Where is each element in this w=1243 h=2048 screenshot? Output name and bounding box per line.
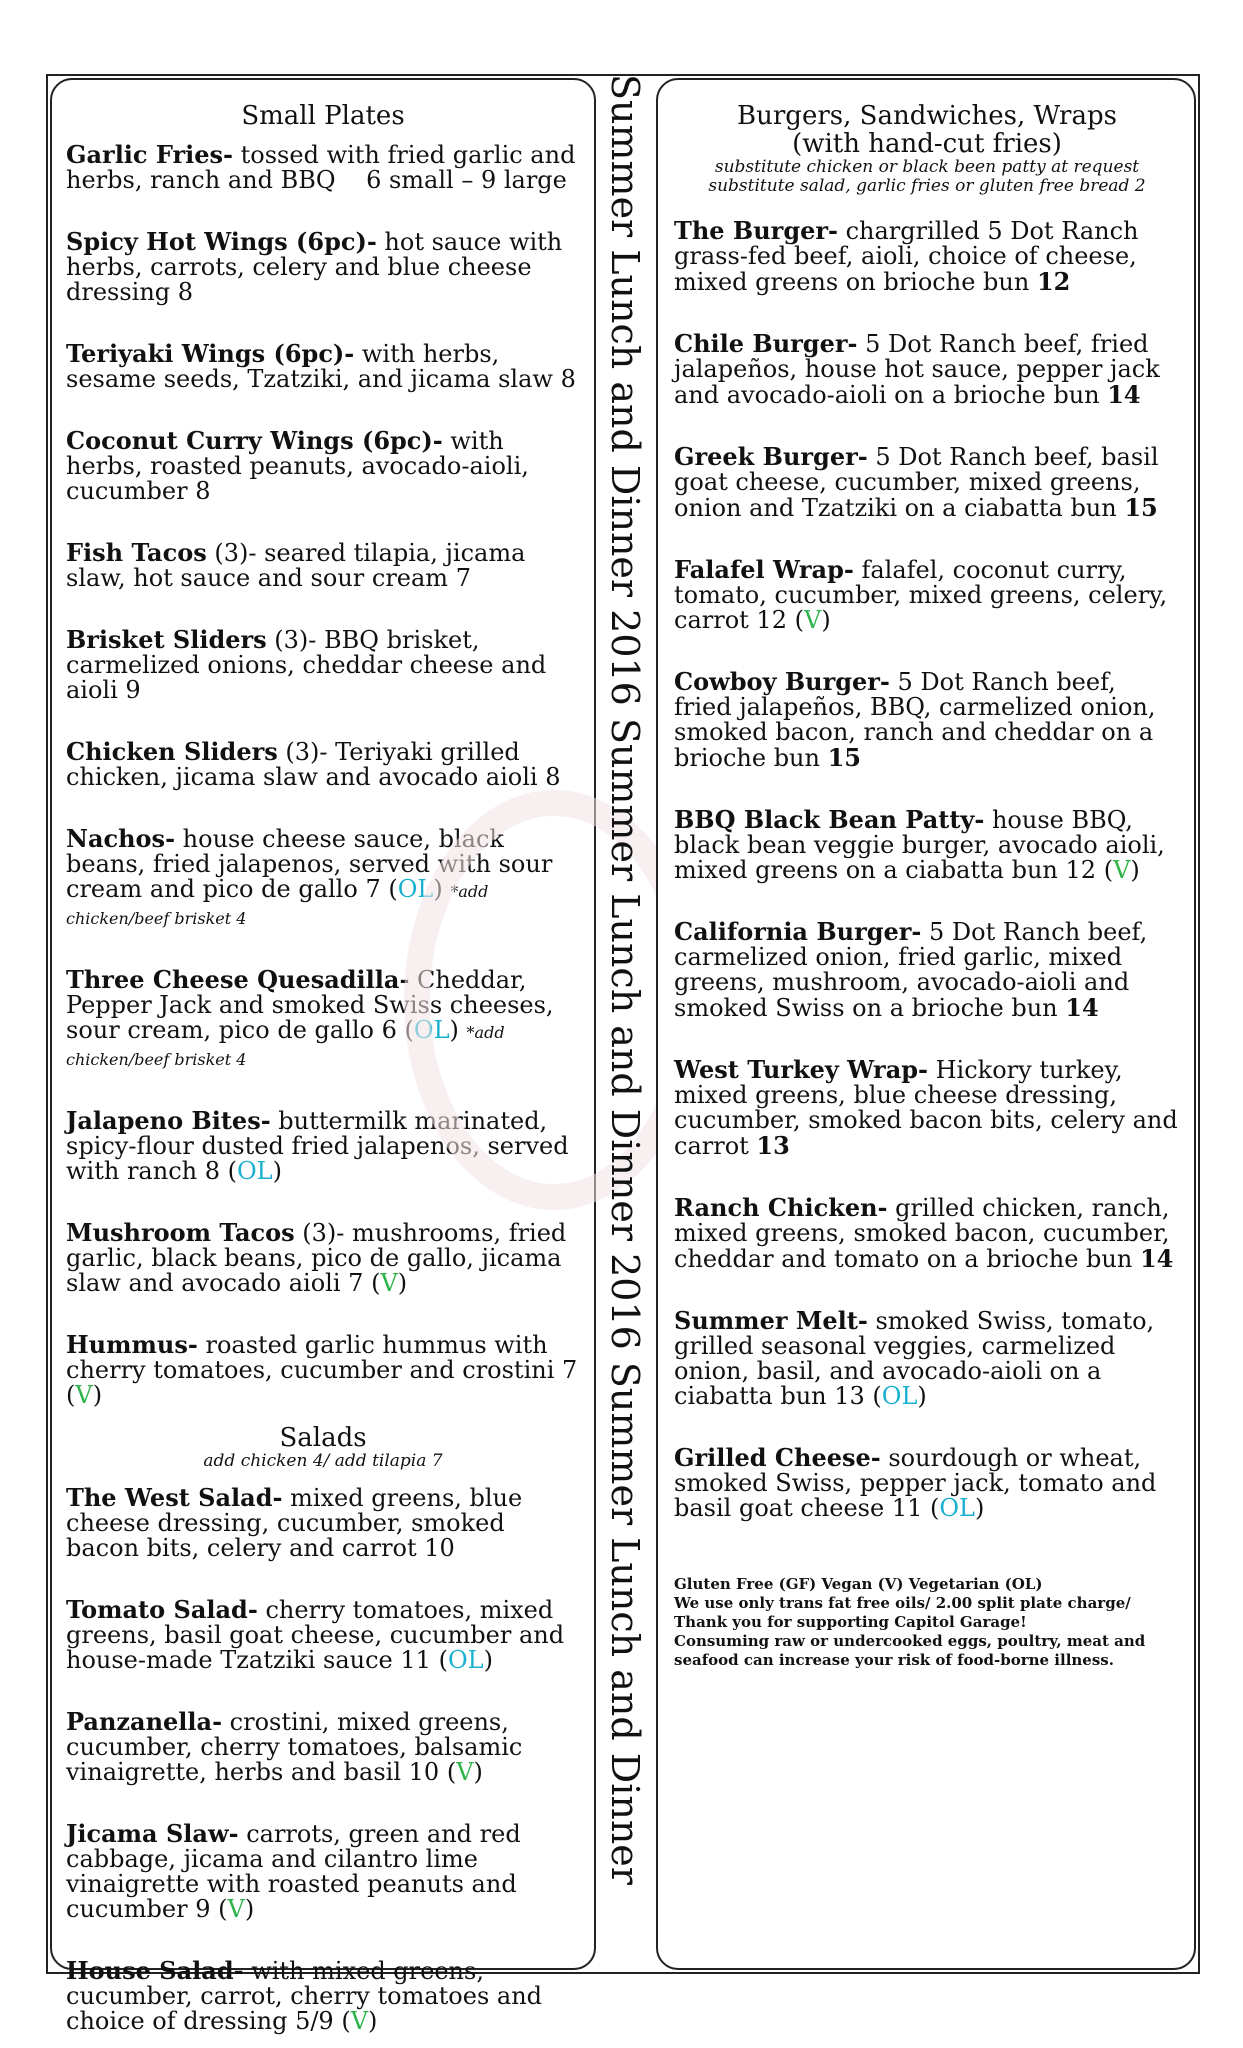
tag-v: V xyxy=(803,606,822,634)
item-name: Tomato Salad- xyxy=(66,1595,258,1624)
item-name: Brisket Sliders xyxy=(66,625,267,654)
item-note: *add chicken/beef brisket 4 xyxy=(66,882,489,928)
menu-item xyxy=(674,919,1180,1021)
item-price: 10 xyxy=(408,1758,440,1786)
menu-item xyxy=(674,1195,1180,1272)
item-price: 12 xyxy=(1065,856,1097,884)
item-desc: 5 Dot Ranch beef, fried jalapeños, house hot sauce, pepper jack and avocado-aioli on a brioche bun xyxy=(674,330,1160,409)
menu-item: Nachos- house cheese sauce, black beans, fried jalapenos, served with sour cream and pico de gallo 7 (OL) *add chicken/beef brisket 4 xyxy=(66,824,553,928)
tag-ol: OL xyxy=(881,1382,918,1410)
item-price: 11 xyxy=(891,1494,923,1522)
item-price: 6 small – 9 large xyxy=(335,166,567,194)
item-desc: tossed with fried garlic and herbs, ranch and BBQ xyxy=(66,141,576,194)
item-name: West Turkey Wrap- xyxy=(674,1055,928,1084)
item-price: 14 xyxy=(1139,1244,1174,1273)
item-price: 13 xyxy=(834,1382,865,1410)
footnote-warning: Consuming raw or undercooked eggs, poultry, meat and seafood can increase your risk of food-borne illness. xyxy=(674,1632,1146,1669)
burgers-title: Burgers, Sandwiches, Wraps xyxy=(737,101,1117,131)
item-price: 12 xyxy=(1036,267,1071,296)
menu-item xyxy=(66,341,580,392)
item-name: Fish Tacos xyxy=(66,538,207,567)
item-name: Garlic Fries- xyxy=(66,140,234,169)
item-desc: (3)- mushrooms, fried garlic, black beans, pico de gallo, jicama slaw and avocado aioli xyxy=(66,1219,567,1297)
item-price: 6 xyxy=(381,1016,397,1044)
menu-item xyxy=(674,331,1180,408)
menu-item: Three Cheese Quesadilla- Cheddar, Pepper Jack and smoked Swiss cheeses, sour cream, pico de gallo 6 (OL) *add chicken/beef brisket 4 xyxy=(66,965,554,1069)
item-price: 5/9 xyxy=(295,2007,334,2035)
item-price: 8 xyxy=(560,365,576,393)
item-desc: falafel, coconut curry, tomato, cucumber, mixed greens, celery, carrot xyxy=(674,556,1168,634)
item-desc: mixed greens, blue cheese dressing, cucumber, smoked bacon bits, celery and carrot xyxy=(66,1484,523,1562)
menu-item xyxy=(674,444,1180,521)
tag-ol: OL xyxy=(397,875,434,903)
salads-subtitle: add chicken 4/ add tilapia 7 xyxy=(203,1451,443,1471)
item-desc: (3)- seared tilapia, jicama slaw, hot sauce and sour cream xyxy=(66,539,526,592)
small-plates-list xyxy=(66,142,580,1408)
menu-item xyxy=(66,1485,580,1561)
menu-item: Falafel Wrap- falafel, coconut curry, tomato, cucumber, mixed greens, celery, carrot 12 (V) xyxy=(674,555,1168,634)
item-name: Teriyaki Wings (6pc)- xyxy=(66,339,355,368)
item-note: *add chicken/beef brisket 4 xyxy=(66,1023,505,1069)
footnote-legend: Gluten Free (GF) Vegan (V) Vegetarian (OL) xyxy=(674,1575,1043,1593)
item-desc: grilled chicken, ranch, mixed greens, smoked bacon, cucumber, cheddar and tomato on a brioche bun xyxy=(674,1194,1170,1273)
menu-item: Hummus- roasted garlic hummus with cherry tomatoes, cucumber and crostini 7 (V) xyxy=(66,1330,578,1409)
item-name: Coconut Curry Wings (6pc)- xyxy=(66,426,443,455)
item-name: Spicy Hot Wings (6pc)- xyxy=(66,227,377,256)
small-plates-title: Small Plates xyxy=(241,101,405,131)
menu-item: BBQ Black Bean Patty- house BBQ, black bean veggie burger, avocado aioli, mixed greens on a ciabatta bun 12 (V) xyxy=(674,805,1165,884)
burgers-list xyxy=(674,218,1180,1521)
item-name: Mushroom Tacos xyxy=(66,1218,295,1247)
item-price: 11 xyxy=(400,1646,431,1674)
menu-item: Grilled Cheese- sourdough or wheat, smoked Swiss, pepper jack, tomato and basil goat cheese 11 (OL) xyxy=(674,1443,1157,1522)
menu-item xyxy=(674,218,1180,295)
item-desc: with mixed greens, cucumber, carrot, cherry tomatoes and choice of dressing xyxy=(66,1957,543,2035)
item-desc: (3)- BBQ brisket, carmelized onions, cheddar cheese and aioli xyxy=(66,626,547,704)
item-desc: with herbs, sesame seeds, Tzatziki, and jicama slaw xyxy=(66,340,561,393)
menu-item xyxy=(66,627,580,703)
item-name: BBQ Black Bean Patty- xyxy=(674,805,985,834)
item-price: 8 xyxy=(545,763,561,791)
tag-v: V xyxy=(75,1381,93,1409)
menu-item: Jalapeno Bites- buttermilk marinated, spicy-flour dusted fried jalapenos, served with ranch 8 (OL) xyxy=(66,1106,569,1185)
item-desc: hot sauce with herbs, carrots, celery and blue cheese dressing xyxy=(66,228,563,306)
item-name: Cowboy Burger- xyxy=(674,667,890,696)
menu-item: Jicama Slaw- carrots, green and red cabbage, jicama and cilantro lime vinaigrette with roasted peanuts and cucumber 9 (V) xyxy=(66,1819,521,1923)
menu-item xyxy=(674,669,1180,771)
item-desc: sourdough or wheat, smoked Swiss, pepper jack, tomato and basil goat cheese xyxy=(674,1444,1157,1522)
item-name: Ranch Chicken- xyxy=(674,1193,888,1222)
item-price: 13 xyxy=(756,1131,790,1160)
item-name: House Salad- xyxy=(66,1956,244,1985)
item-price: 9 xyxy=(195,1895,211,1923)
item-desc: smoked Swiss, tomato, grilled seasonal veggies, carmelized onion, basil, and avocado-aioli on a ciabatta bun xyxy=(674,1307,1155,1410)
item-price: 15 xyxy=(827,743,862,772)
item-desc: buttermilk marinated, spicy-flour dusted fried jalapenos, served with ranch xyxy=(66,1107,569,1185)
item-price: 7 xyxy=(348,1269,364,1297)
item-name: The Burger- xyxy=(674,216,838,245)
tag-ol: OL xyxy=(447,1646,484,1674)
item-name: Nachos- xyxy=(66,824,176,853)
item-desc: Cheddar, Pepper Jack and smoked Swiss cheeses, sour cream, pico de gallo xyxy=(66,966,554,1044)
tag-v: V xyxy=(456,1758,474,1786)
item-price: 8 xyxy=(204,1157,220,1185)
menu-item xyxy=(66,142,580,193)
right-panel xyxy=(656,78,1196,1970)
menu-item: Panzanella- crostini, mixed greens, cucumber, cherry tomatoes, balsamic vinaigrette, herbs and basil 10 (V) xyxy=(66,1707,523,1786)
item-price: 9 xyxy=(125,676,141,704)
item-name: Three Cheese Quesadilla- xyxy=(66,965,410,994)
menu-item: Mushroom Tacos (3)- mushrooms, fried garlic, black beans, pico de gallo, jicama slaw and avocado aioli 7 (V) xyxy=(66,1218,567,1297)
item-desc: crostini, mixed greens, cucumber, cherry tomatoes, balsamic vinaigrette, herbs and basil xyxy=(66,1708,523,1786)
menu-item xyxy=(66,540,580,591)
salads-list xyxy=(66,1485,580,2034)
menu-item xyxy=(674,1057,1180,1159)
menu-item: House Salad- with mixed greens, cucumber, carrot, cherry tomatoes and choice of dressing 5/9 (V) xyxy=(66,1956,543,2035)
item-name: Grilled Cheese- xyxy=(674,1443,881,1472)
item-name: Chicken Sliders xyxy=(66,737,278,766)
tag-v: V xyxy=(227,1895,245,1923)
item-price: 14 xyxy=(1107,380,1141,409)
menu-item xyxy=(66,739,580,790)
item-price: 12 xyxy=(756,606,787,634)
item-name: Greek Burger- xyxy=(674,442,868,471)
burgers-title-2: (with hand-cut fries) xyxy=(792,129,1062,159)
footnote-oils: We use only trans fat free oils/ 2.00 split plate charge/ Thank you for supporting Capitol Garage! xyxy=(674,1594,1131,1631)
item-price: 14 xyxy=(1065,993,1099,1022)
item-price: 7 xyxy=(455,564,471,592)
vertical-banner-text: Summer Lunch and Dinner 2016 Summer Lunch and Dinner 2016 Summer Lunch and Dinner xyxy=(603,74,647,1885)
burgers-sub-1: substitute chicken or black been patty at request xyxy=(714,157,1140,177)
item-price: 8 xyxy=(195,477,211,505)
item-desc: roasted garlic hummus with cherry tomatoes, cucumber and crostini xyxy=(66,1331,563,1384)
item-desc: (3)- Teriyaki grilled chicken, jicama slaw and avocado aioli xyxy=(66,738,546,791)
item-name: California Burger- xyxy=(674,917,922,946)
item-name: Jalapeno Bites- xyxy=(66,1106,271,1135)
item-price: 8 xyxy=(177,278,194,306)
tag-v: V xyxy=(1113,856,1131,884)
tag-ol: OL xyxy=(939,1494,975,1522)
item-name: Jicama Slaw- xyxy=(66,1819,239,1848)
vertical-banner xyxy=(598,74,654,1974)
menu-item: Tomato Salad- cherry tomatoes, mixed greens, basil goat cheese, cucumber and house-made Tzatziki sauce 11 (OL) xyxy=(66,1595,565,1674)
item-desc: carrots, green and red cabbage, jicama and cilantro lime vinaigrette with roasted peanuts and cucumber xyxy=(66,1820,521,1923)
item-desc: Hickory turkey, mixed greens, blue cheese dressing, cucumber, smoked bacon bits, celery and carrot xyxy=(674,1056,1178,1160)
item-desc: 5 Dot Ranch beef, basil goat cheese, cucumber, mixed greens, onion and Tzatziki on a ciabatta bun xyxy=(674,443,1159,522)
menu-item xyxy=(66,229,580,305)
tag-v: V xyxy=(350,2007,369,2035)
item-name: Summer Melt- xyxy=(674,1306,868,1335)
menu-item xyxy=(66,428,580,504)
item-name: Chile Burger- xyxy=(674,329,858,358)
item-desc: house BBQ, black bean veggie burger, avocado aioli, mixed greens on a ciabatta bun xyxy=(674,806,1165,884)
item-name: Panzanella- xyxy=(66,1707,223,1736)
item-desc: cherry tomatoes, mixed greens, basil goat cheese, cucumber and house-made Tzatziki sauce xyxy=(66,1596,565,1674)
item-desc: 5 Dot Ranch beef, carmelized onion, fried garlic, mixed greens, mushroom, avocado-aioli and smoked Swiss on a brioche bun xyxy=(674,918,1148,1022)
item-name: Falafel Wrap- xyxy=(674,555,854,584)
item-price: 7 xyxy=(562,1356,578,1384)
salads-title: Salads xyxy=(279,1423,367,1453)
item-price: 10 xyxy=(424,1534,455,1562)
item-price: 7 xyxy=(365,875,381,903)
item-desc: 5 Dot Ranch beef, fried jalapeños, BBQ, carmelized onion, smoked bacon, ranch and cheddar on a brioche bun xyxy=(674,668,1156,772)
item-name: Hummus- xyxy=(66,1330,198,1359)
item-name: The West Salad- xyxy=(66,1483,283,1512)
tag-ol: OL xyxy=(237,1157,273,1185)
item-desc: chargrilled 5 Dot Ranch grass-fed beef, aioli, choice of cheese, mixed greens on brioche bun xyxy=(674,217,1139,296)
tag-ol: OL xyxy=(413,1016,450,1044)
burgers-sub-2: substitute salad, garlic fries or gluten free bread 2 xyxy=(708,176,1146,196)
item-desc: house cheese sauce, black beans, fried jalapenos, served with sour cream and pico de gallo xyxy=(66,825,553,903)
menu-item: Summer Melt- smoked Swiss, tomato, grilled seasonal veggies, carmelized onion, basil, and avocado-aioli on a ciabatta bun 13 (OL) xyxy=(674,1306,1155,1410)
tag-v: V xyxy=(380,1269,398,1297)
left-panel xyxy=(50,78,596,2035)
item-desc: with herbs, roasted peanuts, avocado-aioli, cucumber xyxy=(66,427,529,505)
item-price: 15 xyxy=(1124,493,1158,522)
footnotes xyxy=(674,1575,1180,1670)
